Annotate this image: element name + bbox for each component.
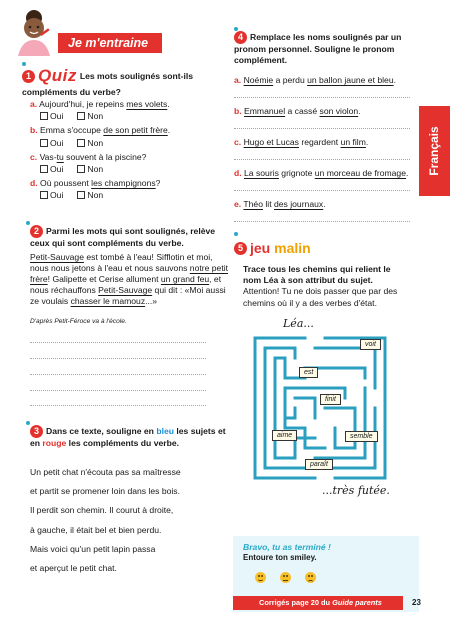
ex4-instruction: 4 Remplace les noms soulignés par un pronom personnel. Souligne le pronom complément. [234, 31, 402, 66]
option-non[interactable]: Non [77, 164, 103, 175]
ex4-item-a: a. Noémie a perdu un ballon jaune et bleu. [234, 75, 396, 85]
answer-line[interactable] [234, 97, 410, 98]
answer-line[interactable] [30, 405, 206, 406]
smiley-neutral-icon[interactable] [280, 572, 291, 583]
answer-line[interactable] [30, 374, 206, 375]
maze-start-label: Léa... [283, 317, 314, 330]
ex1-question-c: c. Vas-tu souvent à la piscine? Oui Non [30, 151, 147, 174]
ex1-question-b: b. Emma s'occupe de son petit frère. Oui Non [30, 125, 171, 148]
ex3-line: et aperçut le petit chat. [30, 562, 117, 573]
answer-line[interactable] [234, 159, 410, 160]
feedback-title: Bravo, tu as terminé ! [243, 542, 331, 552]
answer-line[interactable] [30, 342, 206, 343]
ex1-questions [30, 99, 220, 204]
ex2-instruction: 2 Parmi les mots qui sont soulignés, relève ceux qui sont compléments du verbe. [30, 225, 216, 248]
checkbox[interactable] [77, 191, 85, 199]
answer-line[interactable] [30, 390, 206, 391]
checkbox[interactable] [40, 165, 48, 173]
option-oui[interactable]: Oui [40, 164, 63, 175]
ex1-question-a: a. Aujourd'hui, je repeins mes volets. Oui Non [30, 99, 170, 122]
quiz-logo: Quiz [38, 66, 77, 85]
checkbox[interactable] [77, 112, 85, 120]
jeu-malin-logo: jeu malin [250, 240, 311, 256]
answer-line[interactable] [30, 358, 206, 359]
ex3-text[interactable] [30, 467, 226, 574]
ex3-line: et partit se promener loin dans les bois. [30, 486, 180, 497]
maze-word-semble: semble [345, 431, 378, 442]
checkbox[interactable] [40, 112, 48, 120]
corriges-banner: Corrigés page 20 du Guide parents [233, 596, 403, 610]
checkbox[interactable] [40, 139, 48, 147]
maze-end-label: ...très futée. [322, 484, 390, 497]
ex4-number: 4 [234, 31, 247, 44]
ex3-instruction: 3 Dans ce texte, souligne en bleu les sujets et en rouge les compléments du verbe. [30, 425, 226, 448]
ex4-item-d: d. La souris grignote un morceau de fromage. [234, 168, 409, 178]
girl-avatar-icon [10, 8, 56, 56]
ex5-number: 5 [234, 242, 247, 255]
answer-line[interactable] [234, 190, 410, 191]
option-non[interactable]: Non [77, 138, 103, 149]
ex1-number: 1 [22, 70, 35, 83]
maze-word-voit: voit [360, 339, 381, 350]
page-title: Je m'entraine [58, 33, 162, 53]
ex3-line: Il perdit son chemin. Il courut à droite, [30, 505, 174, 516]
checkbox[interactable] [40, 191, 48, 199]
option-oui[interactable]: Oui [40, 111, 63, 122]
ex5-instruction: Trace tous les chemins qui relient le nom Léa à son attribut du sujet. Attention! Tu ne dois passer que par des chemins où il y a des verbes d'état. [243, 264, 398, 308]
ex2-source: D'après Petit-Féroce va à l'école. [30, 318, 127, 325]
ex3-line: à gauche, il était bel et bien perdu. [30, 524, 162, 535]
ex3-number: 3 [30, 425, 43, 438]
ex3-line: Un petit chat n'écouta pas sa maîtresse [30, 467, 181, 477]
checkbox[interactable] [77, 139, 85, 147]
option-non[interactable]: Non [77, 190, 103, 201]
maze-word-aime: aime [272, 430, 297, 441]
subject-tab: Français [419, 106, 450, 196]
ex4-item-b: b. Emmanuel a cassé son violon. [234, 106, 361, 116]
smiley-happy-icon[interactable] [255, 572, 266, 583]
answer-line[interactable] [234, 128, 410, 129]
checkbox[interactable] [77, 165, 85, 173]
ex1-question-d: d. Où poussent les champignons? Oui Non [30, 178, 161, 201]
ex5-header [234, 239, 311, 257]
smiley-sad-icon[interactable] [305, 572, 316, 583]
option-non[interactable]: Non [77, 111, 103, 122]
maze-word-finit: finit [320, 394, 341, 405]
answer-line[interactable] [234, 221, 410, 222]
ex4-item-e: e. Théo lit des journaux. [234, 199, 326, 209]
maze-word-est: est [299, 367, 318, 378]
feedback-subtitle: Entoure ton smiley. [243, 553, 317, 562]
maze-word-parait: paraît [305, 459, 333, 470]
ex4-item-c: c. Hugo et Lucas regardent un film. [234, 137, 369, 147]
ex1-header: 1 Quiz Les mots soulignés sont-ils compléments du verbe? [22, 66, 194, 98]
ex2-text: Petit-Sauvage est tombé à l'eau! Sifflotin et moi, nous nous jetons à l'eau et nous sauvons notre petit frère! Galipette et Cerise allument un grand feu, et nous réchauffons Petit-Sauvage qui dit : «Moi aussi ze voulais chasser le mamouz...» [30, 252, 229, 306]
option-oui[interactable]: Oui [40, 138, 63, 149]
option-oui[interactable]: Oui [40, 190, 63, 201]
decor-dot [234, 232, 238, 236]
ex3-line: Mais voici qu'un petit lapin passa [30, 543, 156, 554]
ex2-number: 2 [30, 225, 43, 238]
page-number: 23 [412, 598, 421, 607]
